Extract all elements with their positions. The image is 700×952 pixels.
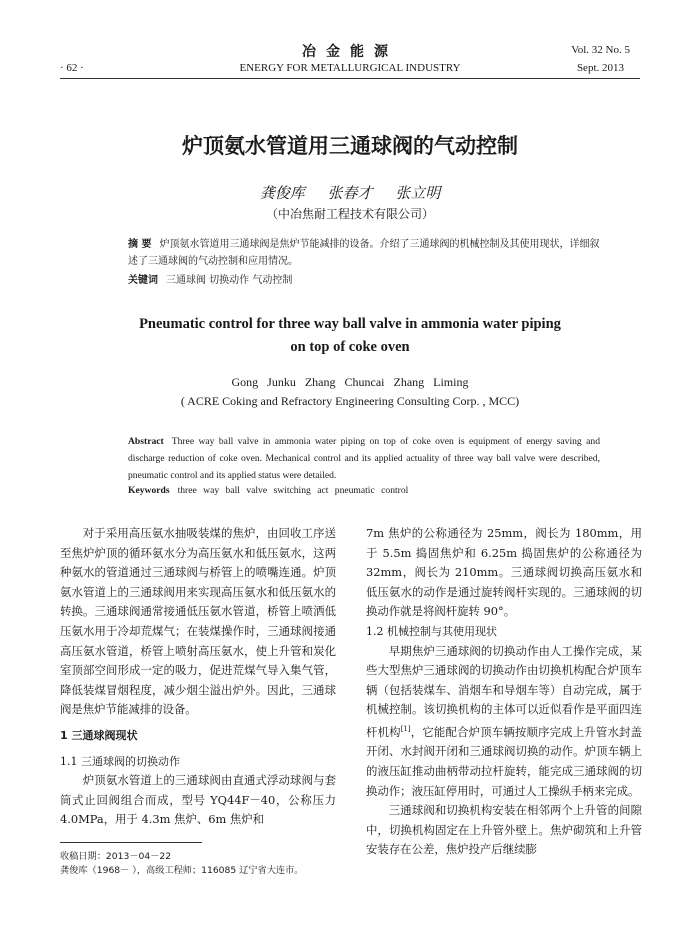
keywords-label-cn: 关键词 — [128, 275, 158, 286]
abstract-text-cn: 炉顶氨水管道用三通球阀是焦炉节能减排的设备。介绍了三通球阀的机械控制及其使用现状，详细叙述了三通球阀的气动控制和应用情况。 — [128, 239, 600, 267]
keywords-text-en: three way ball valve switching act pneumatic control — [177, 485, 409, 496]
abstract-text-en: Three way ball valve in ammonia water piping on top of coke oven is equipment of energy saving and discharge reduction of coke oven. Mechanical control and its applied actuality of three way ball valve were described, pneumatic control and its applied status were detailed. — [128, 436, 600, 481]
body-column-right — [366, 524, 642, 860]
affiliation-en: ( ACRE Coking and Refractory Engineering Consulting Corp. , MCC) — [180, 394, 520, 408]
affiliation-cn: （中冶焦耐工程技术有限公司） — [265, 207, 434, 221]
abstract-label-en: Abstract — [128, 436, 164, 447]
paper-title-en — [0, 313, 700, 359]
footnote-received-date: 收稿日期：2013－04－22 — [60, 851, 172, 862]
abstract-cn — [128, 236, 600, 270]
section-heading-1: 1 三通球阀现状 — [60, 728, 138, 742]
body-paragraph-intro: 对于采用高压氨水抽吸装煤的焦炉，由回收工序送至焦炉炉顶的循环氨水分为高压氨水和低压氨水，这两种氨水的管道通过三通球阀与桥管上的喷嘴连通。炉顶氨水管道上的三通球阀用来实现高压氨水和低压氨水的转换。三通球阀通常接通低压氨水管道，桥管上喷洒低压氨水用于冷却荒煤气；在装煤操作时，三通球阀接通高压氨水管道，桥管上喷射高压氨水，使上升管和炭化室顶部空间形成一定的吸力，促进荒煤气导入集气管，降低装煤冒烟程度，减少烟尘溢出炉外。因此，三通球阀是焦炉节能减排的设备。 — [60, 526, 336, 717]
body-paragraph-1-1: 炉顶氨水管道上的三通球阀由直通式浮动球阀与套筒式止回阀组合而成，型号 YQ44F－40，公称压力 4.0MPa，用于 4.3m 焦炉、6m 焦炉和 — [60, 773, 336, 827]
keywords-cn — [128, 272, 600, 289]
journal-title-cn: 冶金能源 — [302, 44, 398, 60]
citation-ref-1[interactable]: [1] — [400, 724, 411, 733]
keywords-label-en: Keywords — [128, 485, 170, 496]
authors-en: Gong Junku Zhang Chuncai Zhang Liming — [231, 375, 469, 389]
body-column-left — [60, 524, 336, 830]
paper-title-en-line1: Pneumatic control for three way ball valve in ammonia water piping — [139, 316, 561, 332]
body-paragraph-1-2-tail: ，它能配合炉顶车辆按顺序完成上升管水封盖开闭、水封阀开闭和三通球阀切换的动作。炉顶车辆上的液压缸推动曲柄带动拉杆旋转，能完成三通球阀的切换动作；液压缸停用时，可通过人工操纵手柄来完成。 — [366, 724, 642, 798]
paper-title-cn: 炉顶氨水管道用三通球阀的气动控制 — [182, 134, 518, 158]
footnote-rule — [60, 842, 202, 843]
section-heading-1-1: 1.1 三通球阀的切换动作 — [60, 754, 180, 768]
body-paragraph-continued: 7m 焦炉的公称通径为 25mm，阀长为 180mm，用于 5.5m 捣固焦炉和 6.25m 捣固焦炉的公称通径为 32mm，阀长为 210mm。三通球阀切换高压氨水和低压氨水的动作是通过旋转阀杆实现的。三通球阀的切换动作就是将阀杆旋转 90°。 — [366, 526, 642, 619]
header-rule — [60, 78, 640, 79]
section-heading-1-2: 1.2 机械控制与其使用现状 — [366, 624, 497, 638]
body-paragraph-1-2-text: 早期焦炉三通球阀的切换动作由人工操作完成，某些大型焦炉三通球阀的切换动作由切换机构配合炉顶车辆（包括装煤车、消烟车和导烟车等）自动完成，属于机械控制。该切换机构的主体可以近似看作是平面四连杆机构 — [366, 643, 642, 739]
issue-date: Sept. 2013 — [576, 62, 624, 74]
authors-cn: 龚俊库 张春才 张立明 — [259, 184, 441, 202]
page-number: · 62 · — [60, 62, 84, 74]
volume-number: Vol. 32 No. 5 — [571, 44, 630, 56]
abstract-en — [128, 433, 600, 484]
abstract-label-cn: 摘 要 — [128, 239, 152, 250]
keywords-en — [128, 485, 600, 496]
paper-title-en-line2: on top of coke oven — [290, 339, 410, 355]
footnote-author-info: 龚俊库（1968－ ），高级工程师；116085 辽宁省大连市。 — [60, 865, 304, 876]
keywords-text-cn: 三通球阀 切换动作 气动控制 — [166, 275, 293, 286]
journal-title-en: ENERGY FOR METALLURGICAL INDUSTRY — [239, 62, 461, 74]
body-paragraph-1-2b: 三通球阀和切换机构安装在相邻两个上升管的间隙中，切换机构固定在上升管外壁上。焦炉砌筑和上升管安装存在公差，焦炉投产后继续膨 — [366, 803, 642, 857]
body-paragraph-1-2 — [366, 642, 642, 802]
